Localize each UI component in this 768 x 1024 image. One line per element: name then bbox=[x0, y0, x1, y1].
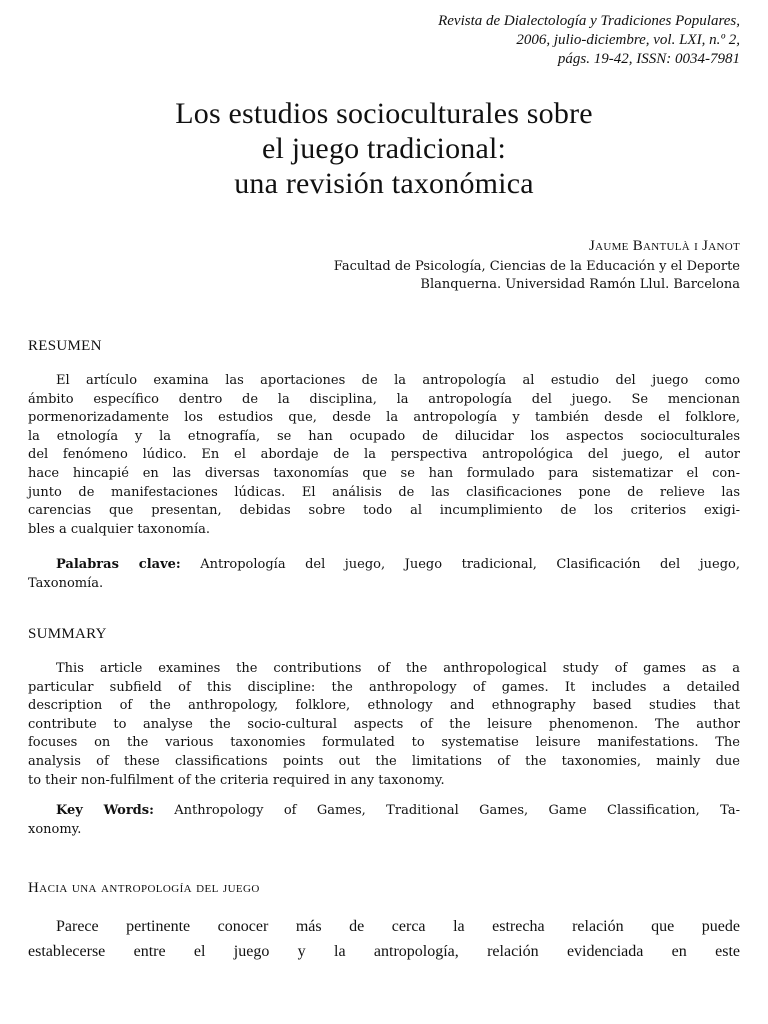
title-line: Los estudios socioculturales sobre bbox=[175, 97, 593, 130]
summary-keywords bbox=[28, 802, 740, 839]
abstract-line: El artículo examina las aportaciones de la antropología al estudio del juego como bbox=[56, 373, 740, 388]
body-line: Parece pertinente conocer más de cerca la estrecha relación que puede bbox=[56, 918, 740, 935]
abstract-line: carencias que presentan, debidas sobre todo al incumplimiento de los criterios exigi- bbox=[28, 503, 740, 519]
journal-line: Revista de Dialectología y Tradiciones Populares, bbox=[438, 13, 740, 29]
keywords-line bbox=[28, 556, 740, 575]
abstract-line: contribute to analyse the socio-cultural aspects of the leisure phenomenon. The author bbox=[28, 716, 740, 732]
abstract-line: to their non-fulfilment of the criteria required in any taxonomy. bbox=[28, 772, 445, 788]
journal-line: 2006, julio-diciembre, vol. LXI, n.º 2, bbox=[516, 32, 740, 48]
keywords-label: Palabras clave: bbox=[56, 557, 181, 572]
resumen-heading: RESUMEN bbox=[28, 338, 102, 354]
abstract-line: hace hincapié en las diversas taxonomías que se han formulado para sistematizar el con- bbox=[28, 465, 740, 481]
title-line: una revisión taxonómica bbox=[234, 167, 534, 200]
keywords-line bbox=[28, 802, 740, 821]
keywords-text: Antropología del juego, Juego tradicional, Clasificación del juego, bbox=[200, 557, 740, 572]
abstract-line: junto de manifestaciones lúdicas. El análisis de las clasificaciones pone de relieve las bbox=[28, 484, 740, 500]
abstract-line: particular subfield of this discipline: the anthropology of games. It includes a detailed bbox=[28, 679, 740, 695]
resumen-keywords bbox=[28, 556, 740, 593]
summary-abstract bbox=[28, 660, 740, 790]
abstract-line: bles a cualquier taxonomía. bbox=[28, 521, 211, 537]
abstract-line: la etnología y la etnografía, se han ocupado de dilucidar los aspectos socioculturales bbox=[28, 428, 740, 444]
journal-line: págs. 19-42, ISSN: 0034-7981 bbox=[557, 51, 740, 67]
article-title bbox=[0, 96, 768, 201]
abstract-line: description of the anthropology, folklore, ethnology and ethnography based studies that bbox=[28, 698, 740, 714]
abstract-line: This article examines the contributions of the anthropological study of games as a bbox=[56, 661, 740, 676]
journal-citation bbox=[438, 12, 740, 69]
affiliation-line: Facultad de Psicología, Ciencias de la Educación y el Deporte bbox=[333, 259, 740, 274]
abstract-line: pormenorizadamente los estudios que, desde la antropología y también desde el folklore, bbox=[28, 410, 740, 426]
author-affiliation bbox=[334, 258, 740, 294]
keywords-text: Anthropology of Games, Traditional Games, Game Classification, Ta- bbox=[174, 803, 740, 818]
section-heading: Hacia una antropología del juego bbox=[28, 880, 260, 896]
keywords-label: Key Words: bbox=[56, 803, 154, 818]
body-paragraph bbox=[28, 914, 740, 964]
abstract-line: analysis of these classifications points out the limitations of the taxonomies, mainly due bbox=[28, 753, 740, 769]
abstract-line: focuses on the various taxonomies formulated to systematise leisure manifestations. The bbox=[28, 735, 740, 751]
resumen-abstract bbox=[28, 372, 740, 539]
keywords-line: xonomy. bbox=[28, 821, 82, 837]
abstract-line: ámbito específico dentro de la disciplina, la antropología del juego. Se mencionan bbox=[28, 391, 740, 407]
author-name: Jaume Bantulà i Janot bbox=[588, 238, 740, 254]
affiliation-line: Blanquerna. Universidad Ramón Llul. Barcelona bbox=[420, 277, 740, 292]
summary-heading: SUMMARY bbox=[28, 626, 107, 642]
title-line: el juego tradicional: bbox=[261, 132, 507, 165]
keywords-line: Taxonomía. bbox=[28, 575, 104, 591]
body-line: establecerse entre el juego y la antropología, relación evidenciada en este bbox=[28, 943, 740, 960]
abstract-line: del fenómeno lúdico. En el abordaje de la perspectiva antropológica del juego, el autor bbox=[28, 447, 740, 463]
